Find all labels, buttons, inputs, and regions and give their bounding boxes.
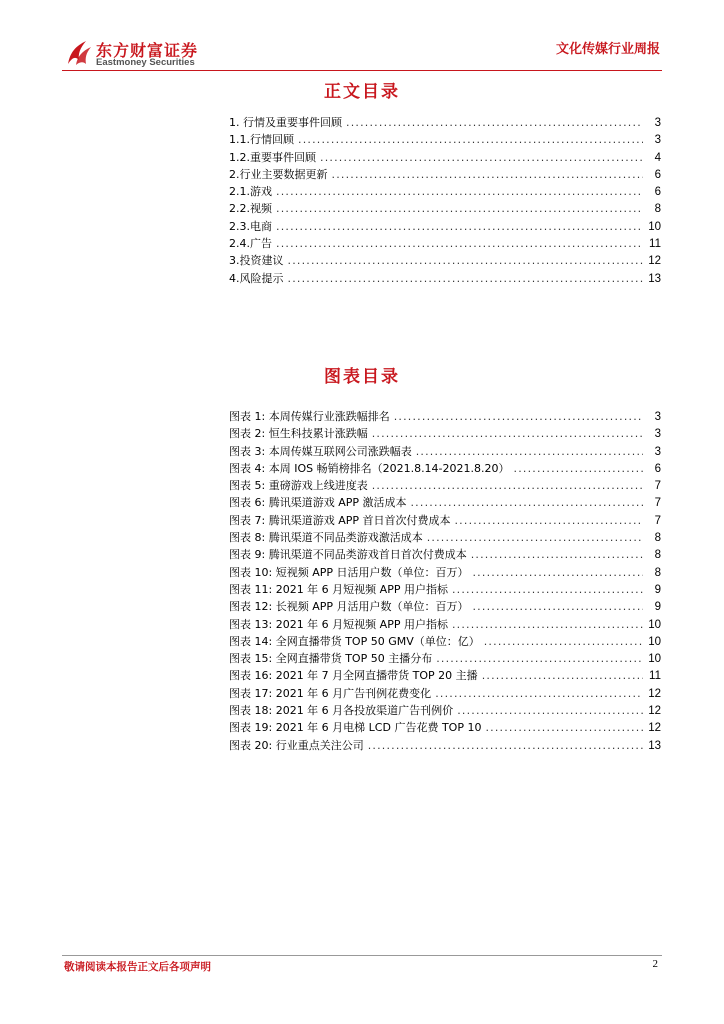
figure-entry-label: 图表 18: 2021 年 6 月各投放渠道广告刊例价 [229,704,454,718]
toc-entry-page: 10 [648,220,661,233]
figure-entry[interactable] [229,702,661,719]
figure-entry-label: 图表 3: 本周传媒互联网公司涨跌幅表 [229,444,412,458]
figure-entry-label: 图表 11: 2021 年 6 月短视频 APP 用户指标 [229,582,448,596]
figure-entry-label: 图表 19: 2021 年 6 月电梯 LCD 广告花费 TOP 10 [229,721,482,735]
figure-entry-page: 11 [649,670,661,683]
figure-entry-page: 9 [654,601,661,614]
toc-entry[interactable] [229,252,661,269]
logo-en-text: Eastmoney Securities [96,57,195,68]
dot-leader [368,737,643,754]
footer-divider [62,955,662,956]
figure-entry-page: 10 [648,653,661,666]
figure-entry-page: 3 [654,428,661,441]
dot-leader [276,218,643,235]
dot-leader [435,685,643,702]
dot-leader [472,598,643,615]
figure-entry-label: 图表 12: 长视频 APP 月活用户数（单位：百万） [229,600,469,614]
toc-entry-page: 8 [654,203,661,216]
figure-entry-label: 图表 16: 2021 年 7 月全网直播带货 TOP 20 主播 [229,669,478,683]
dot-leader [410,494,643,511]
page-number: 2 [652,958,658,970]
figure-entry[interactable] [229,737,661,754]
dot-leader [372,477,643,494]
dot-leader [452,616,643,633]
figure-entry-page: 9 [654,583,661,596]
dot-leader [471,546,643,563]
toc-entry-label: 2.2.视频 [229,202,272,216]
toc-entry[interactable] [229,166,661,183]
dot-leader [436,650,643,667]
toc-entry[interactable] [229,149,661,166]
figure-entry[interactable] [229,564,661,581]
toc-entry-page: 3 [654,117,661,129]
toc-title: 正文目录 [324,82,400,102]
toc-entry-page: 6 [654,168,661,181]
toc-entry-page: 11 [649,238,661,251]
dot-leader [288,270,644,287]
figure-entry[interactable] [229,667,661,684]
dot-leader [372,425,643,442]
figure-entry-label: 图表 1: 本周传媒行业涨跌幅排名 [229,410,390,423]
company-logo [64,38,224,72]
figure-entry-label: 图表 8: 腾讯渠道不同品类游戏激活成本 [229,531,423,545]
figure-entry-page: 8 [654,532,661,545]
figure-entry[interactable] [229,616,661,633]
figure-entry[interactable] [229,529,661,546]
dot-leader [394,408,643,425]
figure-entry-page: 6 [654,462,661,475]
figure-entry-page: 8 [654,549,661,562]
toc-entry-page: 4 [654,151,661,164]
figure-entry[interactable] [229,546,661,563]
figure-entry[interactable] [229,650,661,667]
toc-entry-label: 3.投资建议 [229,254,284,268]
figure-entry-page: 12 [648,722,661,735]
dot-leader [454,512,643,529]
toc-entry[interactable] [229,114,661,131]
toc-entry-label: 2.4.广告 [229,237,272,251]
toc-entry-label: 1. 行情及重要事件回顾 [229,116,342,129]
figure-entry[interactable] [229,633,661,650]
header-divider [62,70,662,71]
footer-disclaimer: 敬请阅读本报告正文后各项声明 [64,961,211,973]
dot-leader [298,131,643,148]
figure-entry-label: 图表 4: 本周 IOS 畅销榜排名（2021.8.14-2021.8.20） [229,461,510,475]
table-of-contents [229,114,661,287]
figure-entry-label: 图表 5: 重磅游戏上线进度表 [229,479,368,493]
dot-leader [472,564,643,581]
dot-leader [332,166,644,183]
report-type: 文化传媒行业周报 [555,42,660,57]
figure-entry-label: 图表 14: 全网直播带货 TOP 50 GMV（单位：亿） [229,634,480,648]
figure-entry[interactable] [229,443,661,460]
figure-entry-label: 图表 10: 短视频 APP 日活用户数（单位：百万） [229,565,469,579]
figure-entry-label: 图表 2: 恒生科技累计涨跌幅 [229,427,368,441]
figure-entry-page: 12 [648,687,661,700]
figure-entry-label: 图表 7: 腾讯渠道游戏 APP 首日首次付费成本 [229,513,451,527]
toc-entry[interactable] [229,270,661,287]
figure-entry-page: 12 [648,705,661,718]
figure-entry[interactable] [229,425,661,442]
dot-leader [320,149,643,166]
figure-entry-page: 13 [648,739,661,752]
figure-entry[interactable] [229,719,661,736]
dot-leader [416,443,643,460]
figure-entry-label: 图表 13: 2021 年 6 月短视频 APP 用户指标 [229,617,448,631]
dot-leader [514,460,643,477]
toc-entry-page: 6 [654,186,661,199]
toc-entry[interactable] [229,183,661,200]
figure-entry[interactable] [229,685,661,702]
figure-entry-label: 图表 6: 腾讯渠道游戏 APP 激活成本 [229,496,407,510]
figure-entry-page: 10 [648,618,661,631]
toc-entry-page: 3 [654,134,661,147]
toc-entry-label: 2.3.电商 [229,219,272,233]
figure-list [229,408,661,754]
figure-entry[interactable] [229,581,661,598]
flame-logo-icon [64,38,94,68]
toc-entry-label: 4.风险提示 [229,271,284,285]
toc-entry-label: 2.行业主要数据更新 [229,167,328,181]
dot-leader [484,633,643,650]
figure-entry-label: 图表 17: 2021 年 6 月广告刊例花费变化 [229,686,432,700]
figure-entry-label: 图表 20: 行业重点关注公司 [229,738,364,752]
dot-leader [288,252,644,269]
dot-leader [276,183,643,200]
figure-entry-page: 3 [654,445,661,458]
toc-entry-label: 2.1.游戏 [229,185,272,199]
figures-title: 图表目录 [324,367,400,387]
figure-entry[interactable] [229,598,661,615]
figure-entry-page: 7 [654,514,661,527]
dot-leader [485,719,643,736]
dot-leader [452,581,643,598]
figure-entry[interactable] [229,512,661,529]
toc-entry[interactable] [229,200,661,217]
toc-entry-label: 1.1.行情回顾 [229,133,294,147]
figure-entry-page: 7 [654,497,661,510]
toc-entry-label: 1.2.重要事件回顾 [229,150,316,164]
figure-entry[interactable] [229,494,661,511]
dot-leader [482,667,643,684]
toc-entry-page: 13 [648,272,661,285]
figure-entry[interactable] [229,477,661,494]
figure-entry-label: 图表 15: 全网直播带货 TOP 50 主播分布 [229,652,433,666]
figure-entry-label: 图表 9: 腾讯渠道不同品类游戏首日首次付费成本 [229,548,467,562]
logo-cn-text: 东方财富证券 [96,41,199,60]
figure-entry[interactable] [229,408,661,425]
dot-leader [276,235,643,252]
toc-entry[interactable] [229,218,661,235]
dot-leader [346,114,643,131]
toc-entry[interactable] [229,235,661,252]
dot-leader [457,702,643,719]
figure-entry-page: 3 [654,411,661,423]
dot-leader [427,529,643,546]
figure-entry[interactable] [229,460,661,477]
figure-entry-page: 7 [654,480,661,493]
toc-entry[interactable] [229,131,661,148]
dot-leader [276,200,643,217]
figure-entry-page: 8 [654,566,661,579]
figure-entry-page: 10 [648,635,661,648]
toc-entry-page: 12 [648,255,661,268]
